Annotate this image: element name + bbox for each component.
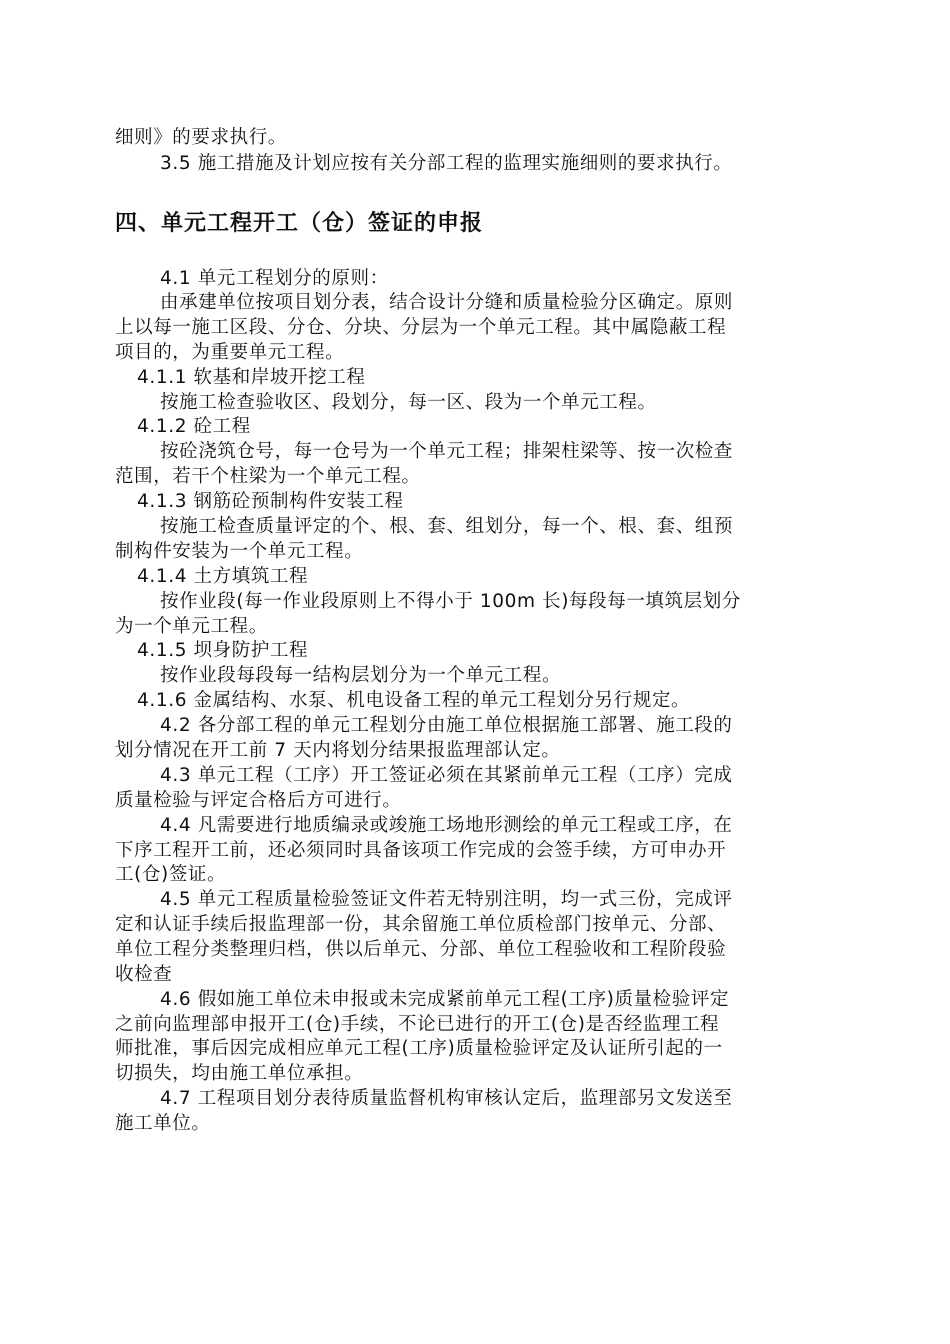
text-line: 4.1.1 软基和岸坡开挖工程 xyxy=(137,367,366,388)
text-line: 施工单位。 xyxy=(115,1113,211,1134)
text-line: 按施工检查验收区、段划分，每一区、段为一个单元工程。 xyxy=(160,392,657,413)
text-line: 4.1.5 坝身防护工程 xyxy=(137,640,309,661)
text-line: 4.1.2 砼工程 xyxy=(137,416,251,437)
text-line: 由承建单位按项目划分表，结合设计分缝和质量检验分区确定。原则 xyxy=(160,292,734,313)
text-line: 质量检验与评定合格后方可进行。 xyxy=(115,790,402,811)
text-line: 4.1.6 金属结构、水泵、机电设备工程的单元工程划分另行规定。 xyxy=(137,690,691,711)
text-line: 定和认证手续后报监理部一份，其余留施工单位质检部门按单元、分部、 xyxy=(115,914,727,935)
text-line: 4.1 单元工程划分的原则： xyxy=(160,268,389,289)
text-line: 4.3 单元工程（工序）开工签证必须在其紧前单元工程（工序）完成 xyxy=(160,765,733,786)
text-line: 4.5 单元工程质量检验签证文件若无特别注明，均一式三份，完成评 xyxy=(160,889,733,910)
text-line: 收检查 xyxy=(115,964,173,985)
text-line: 4.1.4 土方填筑工程 xyxy=(137,566,309,587)
section-heading: 四、单元工程开工（仓）签证的申报 xyxy=(115,211,484,236)
text-line: 上以每一施工区段、分仓、分块、分层为一个单元工程。其中属隐蔽工程 xyxy=(115,317,727,338)
text-line: 4.6 假如施工单位未申报或未完成紧前单元工程(工序)质量检验评定 xyxy=(160,989,730,1010)
text-line: 下序工程开工前，还必须同时具备该项工作完成的会签手续，方可申办开 xyxy=(115,840,727,861)
text-line: 4.2 各分部工程的单元工程划分由施工单位根据施工部署、施工段的 xyxy=(160,715,733,736)
text-line: 项目的，为重要单元工程。 xyxy=(115,342,345,363)
text-line: 按作业段(每一作业段原则上不得小于 100m 长)每段每一填筑层划分 xyxy=(160,591,741,612)
text-line: 按作业段每段每一结构层划分为一个单元工程。 xyxy=(160,665,562,686)
text-line: 4.1.3 钢筋砼预制构件安装工程 xyxy=(137,491,404,512)
text-line: 制构件安装为一个单元工程。 xyxy=(115,541,364,562)
text-line: 按砼浇筑仓号，每一仓号为一个单元工程；排架柱梁等、按一次检查 xyxy=(160,441,734,462)
text-line: 4.4 凡需要进行地质编录或竣施工场地形测绘的单元工程或工序，在 xyxy=(160,815,733,836)
text-line: 3.5 施工措施及计划应按有关分部工程的监理实施细则的要求执行。 xyxy=(160,153,733,174)
text-line: 按施工检查质量评定的个、根、套、组划分，每一个、根、套、组预 xyxy=(160,516,734,537)
text-line: 4.7 工程项目划分表待质量监督机构审核认定后，监理部另文发送至 xyxy=(160,1088,733,1109)
text-line: 细则》的要求执行。 xyxy=(115,127,287,148)
text-line: 为一个单元工程。 xyxy=(115,616,268,637)
text-line: 范围，若干个柱梁为一个单元工程。 xyxy=(115,466,421,487)
text-line: 之前向监理部申报开工(仓)手续，不论已进行的开工(仓)是否经监理工程 xyxy=(115,1014,720,1035)
text-line: 单位工程分类整理归档，供以后单元、分部、单位工程验收和工程阶段验 xyxy=(115,939,727,960)
text-line: 切损失，均由施工单位承担。 xyxy=(115,1063,364,1084)
text-line: 划分情况在开工前 7 天内将划分结果报监理部认定。 xyxy=(115,740,561,761)
text-line: 师批准，事后因完成相应单元工程(工序)质量检验评定及认证所引起的一 xyxy=(115,1038,723,1059)
text-line: 工(仓)签证。 xyxy=(115,864,227,885)
